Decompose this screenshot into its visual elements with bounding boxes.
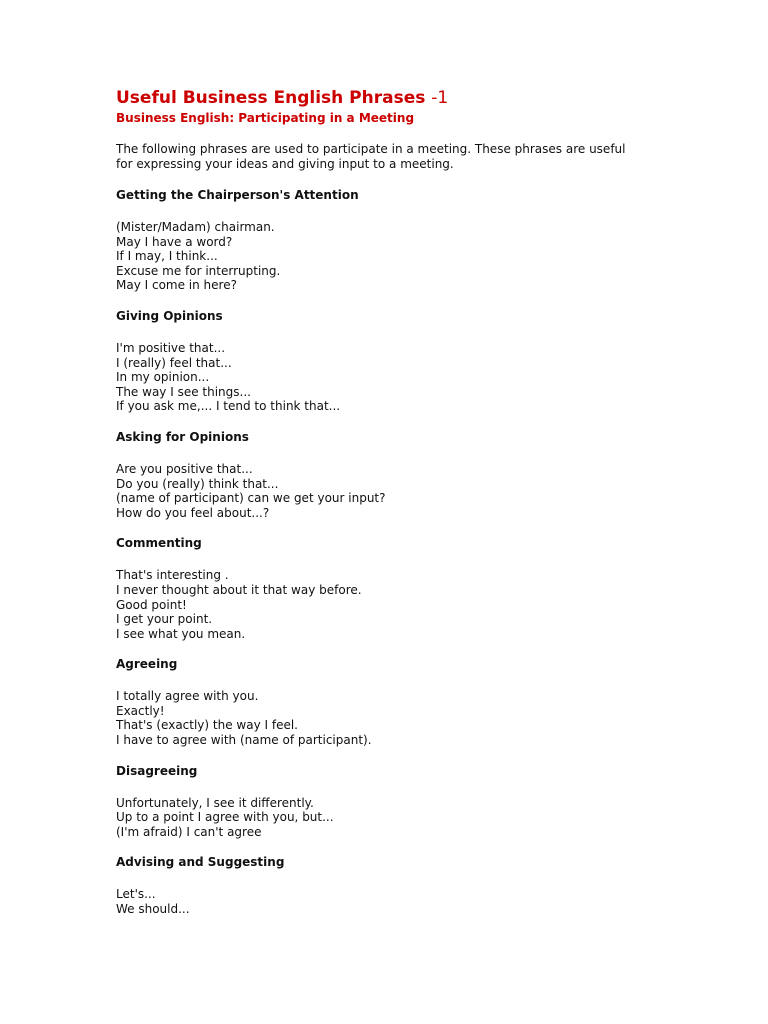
sections-container <box>116 188 736 917</box>
phrase-item: I see what you mean. <box>116 626 246 641</box>
phrase-list <box>116 887 736 916</box>
phrase-section <box>116 430 736 520</box>
phrase-item: I (really) feel that... <box>116 355 232 370</box>
phrase-item: May I come in here? <box>116 278 237 293</box>
intro-paragraph: The following phrases are used to participate in a meeting. These phrases are useful for expressing your ideas and giving input to a meeting. <box>116 142 626 171</box>
phrase-item: The way I see things... <box>116 384 251 399</box>
phrase-item: Exactly! <box>116 703 165 718</box>
phrase-list <box>116 796 736 840</box>
phrase-item: Do you (really) think that... <box>116 476 279 491</box>
phrase-item: That's interesting . <box>116 568 229 583</box>
phrase-item: How do you feel about...? <box>116 505 270 520</box>
section-heading: Advising and Suggesting <box>116 855 285 870</box>
phrase-item: In my opinion... <box>116 370 210 385</box>
phrase-section <box>116 855 736 916</box>
section-heading: Commenting <box>116 536 202 551</box>
phrase-item: If I may, I think... <box>116 249 218 264</box>
phrase-section <box>116 536 736 641</box>
phrase-item: That's (exactly) the way I feel. <box>116 718 298 733</box>
section-heading: Asking for Opinions <box>116 429 249 444</box>
phrase-item: I'm positive that... <box>116 340 226 355</box>
phrase-section <box>116 309 736 414</box>
phrase-list <box>116 462 736 520</box>
phrase-section <box>116 657 736 747</box>
phrase-item: We should... <box>116 902 190 917</box>
phrase-item: Up to a point I agree with you, but... <box>116 810 334 825</box>
phrase-list <box>116 220 736 293</box>
phrase-item: I get your point. <box>116 612 213 627</box>
document-title-main: Useful Business English Phrases <box>116 88 426 108</box>
document-subtitle: Business English: Participating in a Meeting <box>116 111 415 125</box>
document-title <box>116 86 736 110</box>
phrase-item: I have to agree with (name of participant). <box>116 733 372 748</box>
section-heading: Getting the Chairperson's Attention <box>116 188 359 202</box>
phrase-item: (name of participant) can we get your input? <box>116 491 386 506</box>
phrase-item: If you ask me,... I tend to think that... <box>116 399 341 414</box>
phrase-item: (I'm afraid) I can't agree <box>116 824 262 839</box>
phrase-item: I never thought about it that way before. <box>116 582 362 597</box>
phrase-item: Let's... <box>116 887 156 902</box>
document-page <box>116 86 736 917</box>
phrase-item: I totally agree with you. <box>116 689 259 704</box>
phrase-section <box>116 764 736 840</box>
phrase-item: Are you positive that... <box>116 461 253 476</box>
phrase-item: Good point! <box>116 597 187 612</box>
phrase-section <box>116 188 736 293</box>
phrase-list <box>116 568 736 641</box>
phrase-item: (Mister/Madam) chairman. <box>116 220 275 234</box>
phrase-item: Unfortunately, I see it differently. <box>116 795 314 810</box>
section-heading: Giving Opinions <box>116 308 223 323</box>
phrase-item: Excuse me for interrupting. <box>116 263 281 278</box>
phrase-item: May I have a word? <box>116 234 233 249</box>
section-heading: Disagreeing <box>116 763 198 778</box>
phrase-list <box>116 689 736 747</box>
document-title-suffix: -1 <box>431 88 449 108</box>
section-heading: Agreeing <box>116 657 178 672</box>
phrase-list <box>116 341 736 414</box>
